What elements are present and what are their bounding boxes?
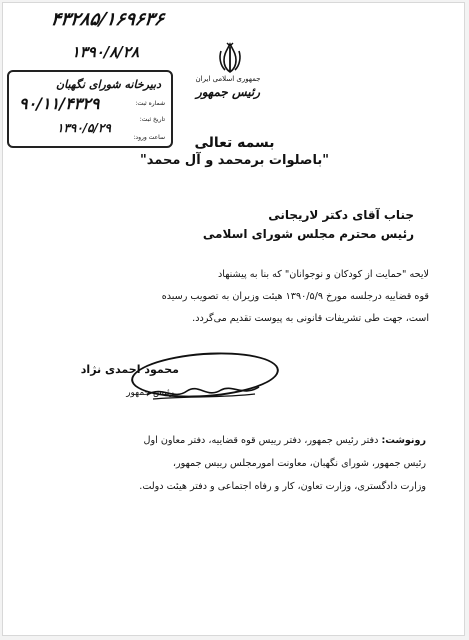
header-office: رئیس جمهور: [195, 85, 261, 99]
stamp-label-number: شماره ثبت:: [135, 100, 165, 107]
handwritten-date: ۱۳۹۰/۸/۲۸: [71, 43, 139, 61]
iran-emblem-icon: [213, 41, 247, 75]
copies-line: رئیس جمهور، شورای نگهبان، معاونت امورمجلس رییس جمهور،: [172, 458, 426, 469]
signer-name: محمود احمدی نژاد: [80, 363, 179, 376]
body-line: لایحه "حمایت از کودکان و نوجوانان" که بنا به پیشنهاد: [218, 269, 429, 280]
signature-scribble-icon: [143, 381, 263, 403]
stamp-label-time: ساعت ورود:: [133, 134, 165, 141]
copies-line: [144, 435, 426, 446]
handwritten-reference-number: ۴۳۲۸۵/۱۶۹۶۳۶: [49, 9, 166, 30]
stamp-value-date: ۱۳۹۰/۵/۲۹: [57, 121, 111, 135]
header-country: جمهوری اسلامی ایران: [195, 75, 261, 83]
copies-line: وزارت دادگستری، وزارت تعاون، کار و رفاه اجتماعی و دفتر هیئت دولت.: [139, 481, 426, 492]
copies-text: دفتر رئیس جمهور، دفتر رییس قوه قضاییه، دفتر معاون اول: [143, 435, 379, 446]
stamp-label-date: تاریخ ثبت:: [139, 116, 165, 123]
salawat: "باصلوات برمحمد و آل محمد": [139, 153, 330, 168]
recipient-title: رئیس محترم مجلس شورای اسلامی: [202, 227, 414, 241]
stamp-value-number: ۹۰/۱۱/۴۳۲۹: [19, 94, 100, 113]
signer-title: رئیس جمهور: [126, 388, 174, 398]
stamp-title: دبیرخانه شورای نگهبان: [56, 78, 161, 91]
letter-page: [2, 2, 465, 636]
body-line: است، جهت طی تشریفات قانونی به پیوست تقدیم می‌گردد.: [192, 313, 429, 324]
body-line: قوه قضاییه درجلسه مورخ ۱۳۹۰/۵/۹ هیئت وزیران به تصویب رسیده: [161, 291, 429, 302]
recipient-name: جناب آقای دکتر لاریجانی: [268, 208, 414, 222]
copies-label: رونوشت:: [381, 435, 426, 446]
invocation: بسمه تعالی: [194, 135, 275, 151]
